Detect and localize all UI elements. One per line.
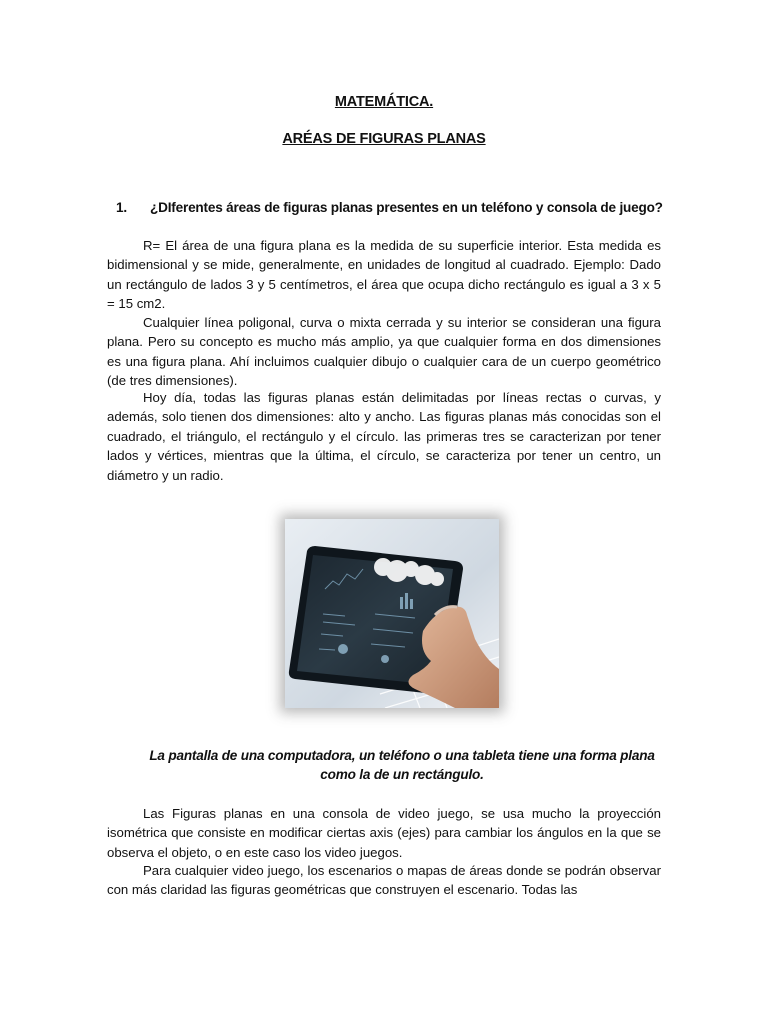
tablet-illustration [285, 519, 499, 708]
paragraph-polygonal: Cualquier línea poligonal, curva o mixta cerrada y su interior se consideran una figura plana. Pero su concepto es mucho más amplio, ya que cualquier forma en dos dimensiones es una figura plana. Ahí incluimos cualquier dibujo o cualquier cara de un cuerpo geométrico (de tres dimensiones). [107, 315, 661, 389]
question-text: ¿DIferentes áreas de figuras planas presentes en un teléfono y consola de juego? [150, 200, 663, 215]
question-number: 1. [116, 200, 127, 215]
paragraph-known-figures: Hoy día, todas las figuras planas están delimitadas por líneas rectas o curvas, y además, solo tienen dos dimensiones: alto y ancho. Las figuras planas más conocidas son el cuadrado, el triángulo, el rectángulo y el círculo. las primeras tres se caracterizan por tener lados y vértices, mientras que la última, el círculo, se caracteriza por tener un centro, un diámetro y un radio. [107, 390, 661, 483]
paragraph-definition: R= El área de una figura plana es la medida de su superficie interior. Esta medida es bidimensional y se mide, generalmente, en unidades de longitud al cuadrado. Ejemplo: Dado un rectángulo de lados 3 y 5 centímetros, el área que ocupa dicho rectángulo es igual a 3 x 5 = 15 cm2. [107, 238, 661, 312]
question-heading [116, 200, 676, 215]
paragraph-isometric: Las Figuras planas en una consola de video juego, se usa mucho la proyección isométrica que consiste en modificar ciertas axis (ejes) para cambiar los ángulos en la que se observa el objeto, o en este caso los video juegos. [107, 806, 661, 860]
image-caption [107, 746, 697, 785]
tablet-photo [285, 519, 499, 708]
document-subtitle: ARÉAS DE FIGURAS PLANAS [282, 131, 486, 147]
paragraph-videogame: Para cualquier video juego, los escenarios o mapas de áreas donde se podrán observar con más claridad las figuras geométricas que construyen el escenario. Todas las [107, 863, 661, 898]
caption-line-1: La pantalla de una computadora, un teléfono o una tableta tiene una forma plana [149, 748, 655, 763]
caption-line-2: como la de un rectángulo. [320, 767, 484, 783]
document-title: MATEMÁTICA. [334, 94, 434, 110]
